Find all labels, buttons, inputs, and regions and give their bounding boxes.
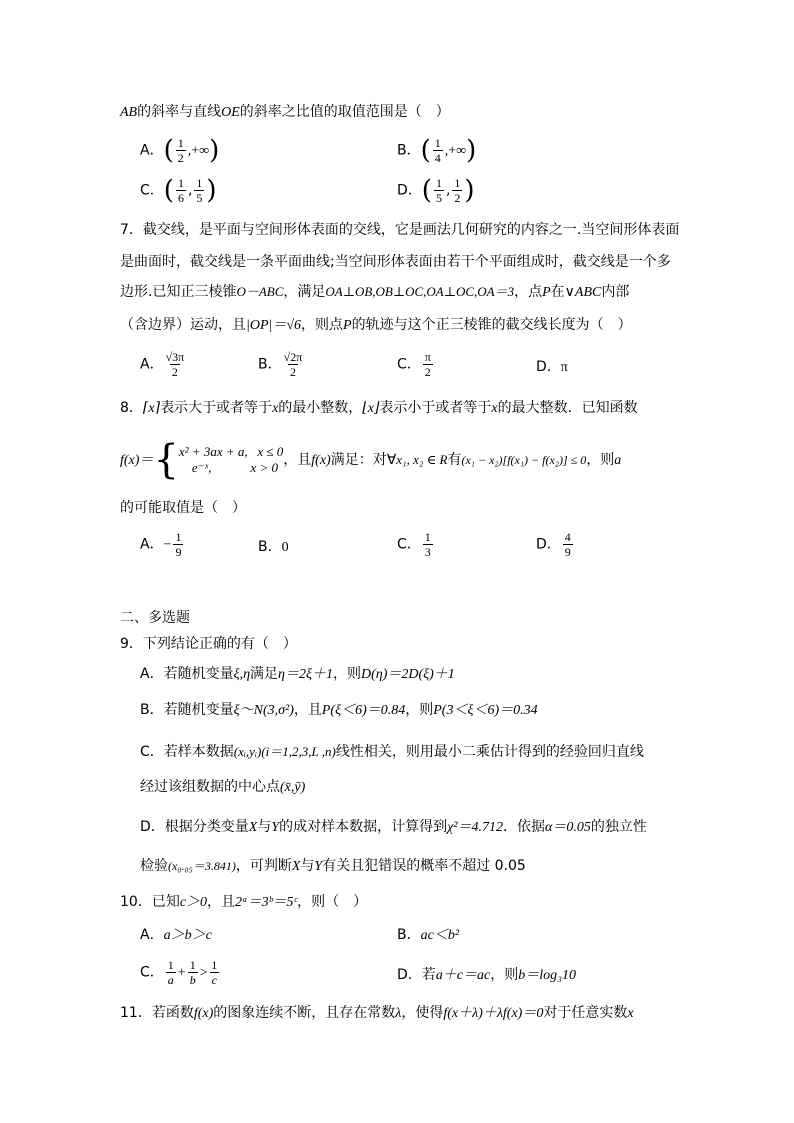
- q7-option-b[interactable]: B． $\frac{√2\pi}{2}$: [258, 350, 303, 379]
- q9-option-d[interactable]: D．根据分类变量X与Y的成对样本数据，计算得到χ²＝4.712．依据α＝0.05的独立性: [140, 819, 647, 835]
- q9-option-a[interactable]: A．若随机变量ξ,η满足η＝2ξ＋1，则D(η)＝2D(ξ)＋1: [140, 666, 455, 682]
- q7-line-2: 是曲面时，截交线是一条平面曲线;当空间形体表面由若干个平面组成时，截交线是一个多: [120, 254, 671, 270]
- q9-option-b[interactable]: B．若随机变量ξ～N(3,σ²)，且P(ξ＜6)＝0.84，则P(3＜ξ＜6)＝0.34: [140, 702, 538, 718]
- q10-option-d[interactable]: D．若a＋c＝ac，则b＝log₃10: [397, 967, 576, 983]
- q10-stem: 10．已知c＞0，且2ᵃ＝3ᵇ＝5ᶜ，则（ ）: [120, 894, 368, 910]
- q11-stem: 11．若函数f(x)的图象连续不断，且存在常数λ，使得f(x＋λ)＋λf(x)＝0对于任意实数x: [120, 1005, 634, 1021]
- q8-option-d[interactable]: D． $\frac{4}{9}$: [536, 530, 571, 559]
- q8-line-3: 的可能取值是（ ）: [120, 500, 246, 516]
- q9-stem: 9．下列结论正确的有（ ）: [120, 636, 297, 652]
- math-oe: OE: [221, 105, 240, 120]
- q7-line-3: 边形.已知正三棱锥O－ABC，满足OA⊥OB,OB⊥OC,OA⊥OC,OA＝3，点P在∨ABC内部: [120, 284, 630, 300]
- function-label: f(x)＝: [120, 453, 154, 468]
- q6-option-b[interactable]: B．( $\frac{1}{4}$ ,+∞): [397, 135, 477, 166]
- q7-line-4: （含边界）运动，且|OP|＝√6，则点P的轨迹与这个正三棱锥的截交线长度为（ ）: [120, 317, 632, 333]
- q8-option-c[interactable]: C． $\frac{1}{3}$: [397, 530, 431, 559]
- q8-option-b[interactable]: B．0: [258, 539, 289, 555]
- q6-option-d[interactable]: D．( $\frac{1}{5}$ , $\frac{1}{2}$ ): [397, 175, 475, 206]
- q6-stem: AB的斜率与直线OE的斜率之比值的取值范围是（ ）: [120, 104, 450, 120]
- q9-option-d-cont: 检验(x₀.₀₅＝3.841)，可判断X与Y有关且犯错误的概率不超过 0.05: [140, 858, 526, 874]
- section-heading: 二、多选题: [120, 610, 190, 626]
- q8-option-a[interactable]: A．− $\frac{1}{9}$: [140, 530, 182, 559]
- q7-option-d[interactable]: D．π: [536, 359, 568, 375]
- q6-option-c[interactable]: C．( $\frac{1}{6}$ , $\frac{1}{5}$ ): [140, 175, 217, 206]
- q10-option-c[interactable]: C． $\frac{1}{a}$ + $\frac{1}{b}$ > $\frac{1}{c}$: [140, 958, 218, 987]
- piecewise-definition: x² + 3ax + a, x ≤ 0 e⁻ˣ, x > 0: [178, 444, 284, 475]
- q6-option-a[interactable]: A．( $\frac{1}{2}$ ,+∞): [140, 135, 220, 166]
- q10-option-b[interactable]: B．ac＜b²: [397, 927, 460, 943]
- math-ab: AB: [120, 105, 138, 120]
- q8-line-2: f(x)＝{ x² + 3ax + a, x ≤ 0 e⁻ˣ, x > 0 ，且f(x)满足：对∀x₁, x₂ ∈ R有(x₁ − x₂)[f(x₁) − f(x₂)] ≤ 0，则a: [120, 437, 622, 483]
- q8-line-1: 8．⌈x⌉表示大于或者等于x的最小整数，⌊x⌋表示小于或者等于x的最大整数．已知函数: [120, 400, 638, 416]
- q7-option-c[interactable]: C． $\frac{\pi}{2}$: [397, 350, 431, 379]
- q10-option-a[interactable]: A．a＞b＞c: [140, 927, 212, 943]
- q7-option-a[interactable]: A． $\frac{√3\pi}{2}$: [140, 350, 185, 379]
- q9-option-c-cont: 经过该组数据的中心点(x̄,ȳ): [140, 779, 306, 795]
- q7-line-1: 7．截交线，是平面与空间形体表面的交线，它是画法几何研究的内容之一.当空间形体表面: [120, 222, 680, 238]
- q9-option-c[interactable]: C．若样本数据(xᵢ,yᵢ)(i＝1,2,3,L ,n)线性相关，则用最小二乘估计得到的经验回归直线: [140, 744, 644, 760]
